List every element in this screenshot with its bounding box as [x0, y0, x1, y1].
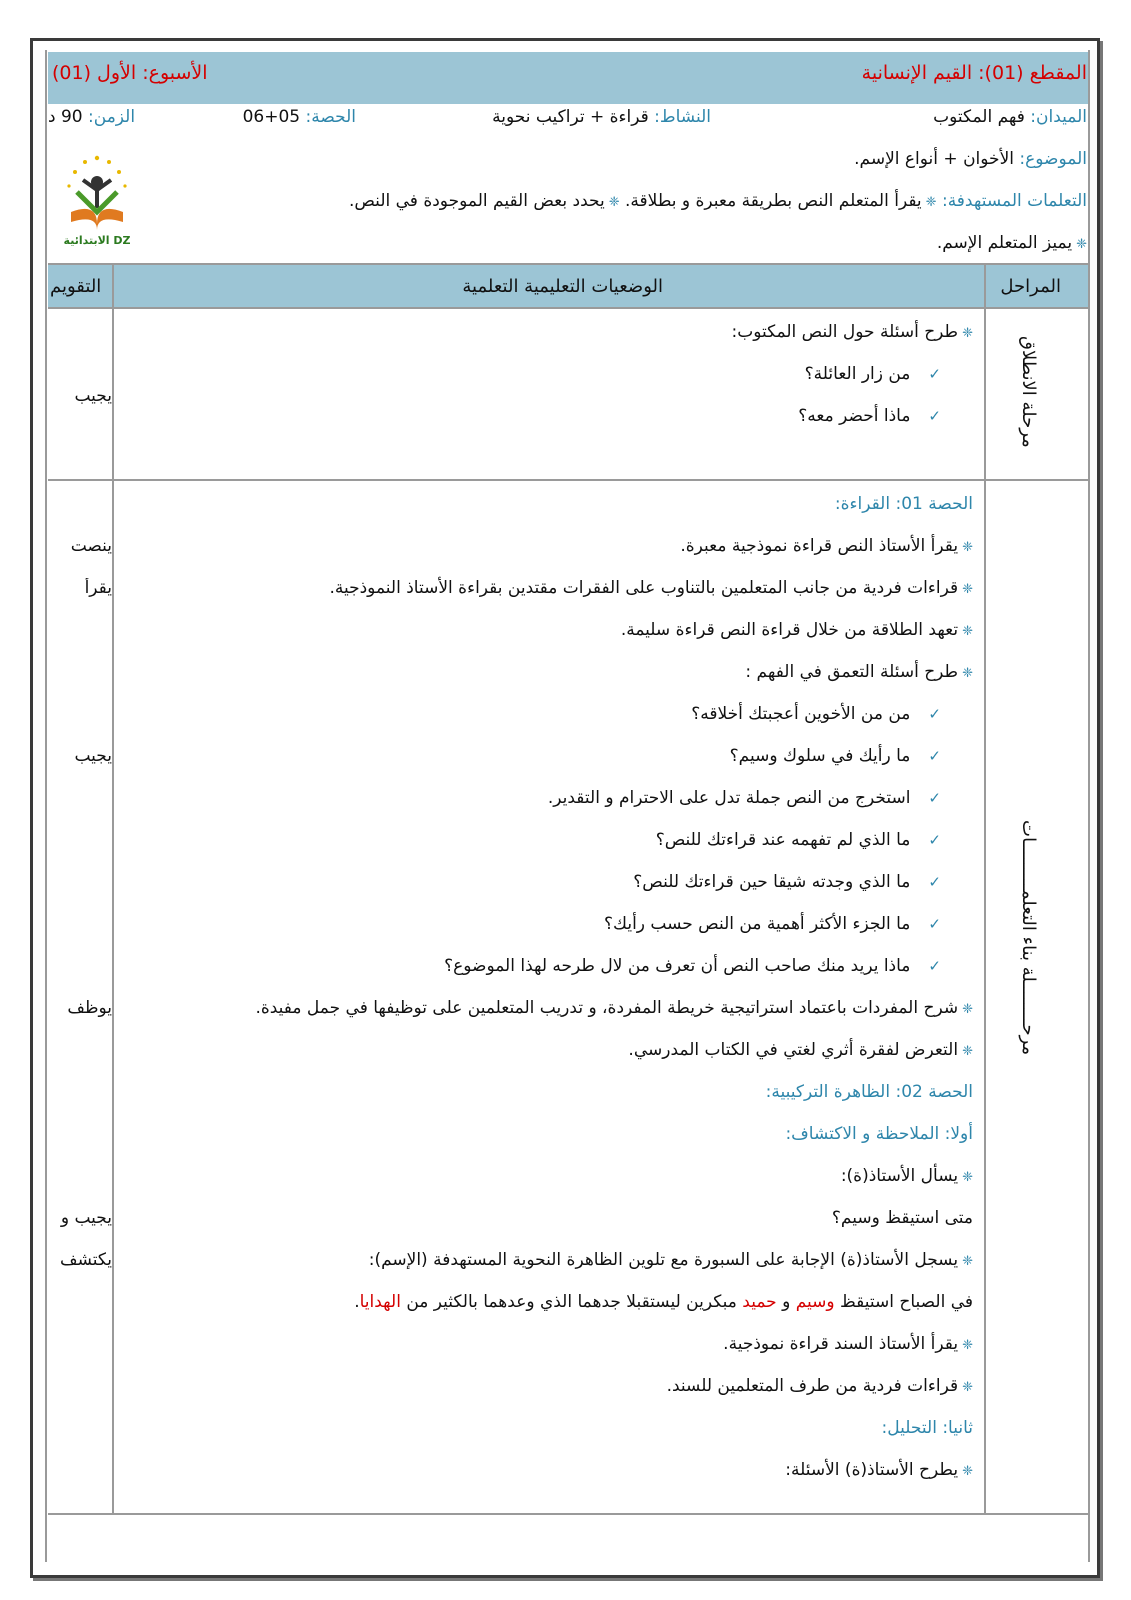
build-line-12: ❈يطرح الأستاذ(ة) الأسئلة: — [785, 1460, 973, 1480]
check-icon: ✓ — [928, 873, 941, 891]
build-line-7: ❈يسأل الأستاذ(ة): — [840, 1166, 973, 1186]
build-line-3: ❈تعهد الطلاقة من خلال قراءة النص قراءة سليمة. — [620, 620, 973, 640]
comprehension-q2: ✓ما رأيك في سلوك وسيم؟ — [729, 746, 941, 766]
col-eval-header: التقويم — [50, 276, 102, 297]
topic-info: الموضوع: الأخوان + أنواع الإسم. — [854, 149, 1087, 169]
example-sentence: في الصباح استيقظ وسيم و حميد مبكرين ليستقبلا جدهما الذي وعدهما بالكثير من الهدايا. — [354, 1292, 973, 1312]
observation-title: أولا: الملاحظة و الاكتشاف: — [785, 1124, 973, 1144]
session-1-title: الحصة 01: القراءة: — [834, 494, 973, 514]
bullet-icon: ❈ — [962, 666, 973, 681]
bullet-icon: ❈ — [962, 582, 973, 597]
check-icon: ✓ — [928, 789, 941, 807]
week-title: الأسبوع: الأول (01) — [52, 62, 208, 84]
school-logo — [55, 150, 140, 248]
field-info: الميدان: فهم المكتوب — [933, 107, 1087, 127]
build-line-6: ❈التعرض لفقرة أثري لغتي في الكتاب المدرسي. — [628, 1040, 973, 1060]
build-line-4: ❈طرح أسئلة التعمق في الفهم : — [745, 662, 973, 682]
build-line-1: ❈يقرأ الأستاذ النص قراءة نموذجية معبرة. — [680, 536, 973, 556]
bullet-icon: ❈ — [962, 1002, 973, 1017]
bullet-icon: ❈ — [962, 1170, 973, 1185]
bullet-icon: ❈ — [962, 1464, 973, 1479]
check-icon: ✓ — [928, 915, 941, 933]
bullet-icon: ❈ — [608, 195, 620, 210]
comprehension-q4: ✓ما الذي لم تفهمه عند قراءتك للنص؟ — [655, 830, 941, 850]
check-icon: ✓ — [928, 957, 941, 975]
check-icon: ✓ — [928, 365, 941, 383]
bullet-icon: ❈ — [962, 1380, 973, 1395]
activity-info: النشاط: قراءة + تراكيب نحوية — [492, 107, 711, 127]
bullet-icon: ❈ — [962, 1044, 973, 1059]
session-2-title: الحصة 02: الظاهرة التركيبية: — [765, 1082, 973, 1102]
svg-text:الابتدائية DZ: الابتدائية DZ — [63, 234, 131, 247]
phase-build: مرحــــــــلة بناء التعلمـــــــــات — [1018, 820, 1039, 1056]
check-icon: ✓ — [928, 705, 941, 723]
build-line-2: ❈قراءات فردية من جانب المتعلمين بالتناوب على الفقرات مقتدين بقراءة الأستاذ النموذجية. — [329, 578, 973, 598]
eval-discover: يكتشف — [59, 1250, 112, 1270]
comprehension-q1: ✓من من الأخوين أعجبتك أخلاقه؟ — [691, 704, 941, 724]
bullet-icon: ❈ — [962, 624, 973, 639]
build-line-9: ❈يسجل الأستاذ(ة) الإجابة على السبورة مع تلوين الظاهرة النحوية المستهدفة (الإسم): — [368, 1250, 973, 1270]
check-icon: ✓ — [928, 407, 941, 425]
col-situations-header: الوضعيات التعليمية التعلمية — [462, 276, 663, 297]
col-phases-header: المراحل — [1000, 276, 1061, 297]
outcomes-info: التعلمات المستهدفة: ❈يقرأ المتعلم النص بطريقة معبرة و بطلاقة. ❈يحدد بعض القيم الموجودة في النص. — [348, 191, 1087, 211]
segment-title: المقطع (01): القيم الإنسانية — [861, 62, 1087, 84]
eval-listen: ينصت — [70, 536, 112, 556]
bullet-icon: ❈ — [962, 1338, 973, 1353]
build-line-11: ❈قراءات فردية من طرف المتعلمين للسند. — [666, 1376, 973, 1396]
comprehension-q5: ✓ما الذي وجدته شيقا حين قراءتك للنص؟ — [633, 872, 941, 892]
bullet-icon: ❈ — [962, 326, 973, 341]
comprehension-q7: ✓ماذا يريد منك صاحب النص أن تعرف من لال طرحه لهذا الموضوع؟ — [444, 956, 941, 976]
build-line-10: ❈يقرأ الأستاذ السند قراءة نموذجية. — [723, 1334, 973, 1354]
eval-read: يقرأ — [84, 578, 112, 598]
bullet-icon: ❈ — [925, 195, 937, 210]
build-line-8: متى استيقظ وسيم؟ — [831, 1208, 973, 1228]
eval-answer-and: يجيب و — [60, 1208, 112, 1228]
eval-answer: يجيب — [74, 746, 112, 766]
launch-eval: يجيب — [74, 386, 112, 406]
bullet-icon: ❈ — [962, 540, 973, 555]
analysis-title: ثانيا: التحليل: — [881, 1418, 973, 1438]
bullet-icon: ❈ — [1076, 237, 1087, 252]
comprehension-q3: ✓استخرج من النص جملة تدل على الاحترام و التقدير. — [547, 788, 941, 808]
build-line-5: ❈شرح المفردات باعتماد استراتيجية خريطة المفردة، و تدريب المتعلمين على توظيفها في جمل مفيدة. — [255, 998, 973, 1018]
outcome-3: ❈يميز المتعلم الإسم. — [936, 233, 1087, 253]
launch-intro: ❈طرح أسئلة حول النص المكتوب: — [731, 322, 973, 342]
check-icon: ✓ — [928, 831, 941, 849]
launch-q2: ✓ماذا أحضر معه؟ — [798, 406, 941, 426]
check-icon: ✓ — [928, 747, 941, 765]
session-info: الحصة: 05+06 — [242, 107, 356, 127]
phase-launch: مرحلة الانطلاق — [1018, 336, 1039, 448]
launch-q1: ✓من زار العائلة؟ — [804, 364, 941, 384]
bullet-icon: ❈ — [962, 1254, 973, 1269]
eval-employ: يوظف — [67, 998, 112, 1018]
comprehension-q6: ✓ما الجزء الأكثر أهمية من النص حسب رأيك؟ — [603, 914, 941, 934]
time-info: الزمن: 90 د — [48, 107, 136, 127]
